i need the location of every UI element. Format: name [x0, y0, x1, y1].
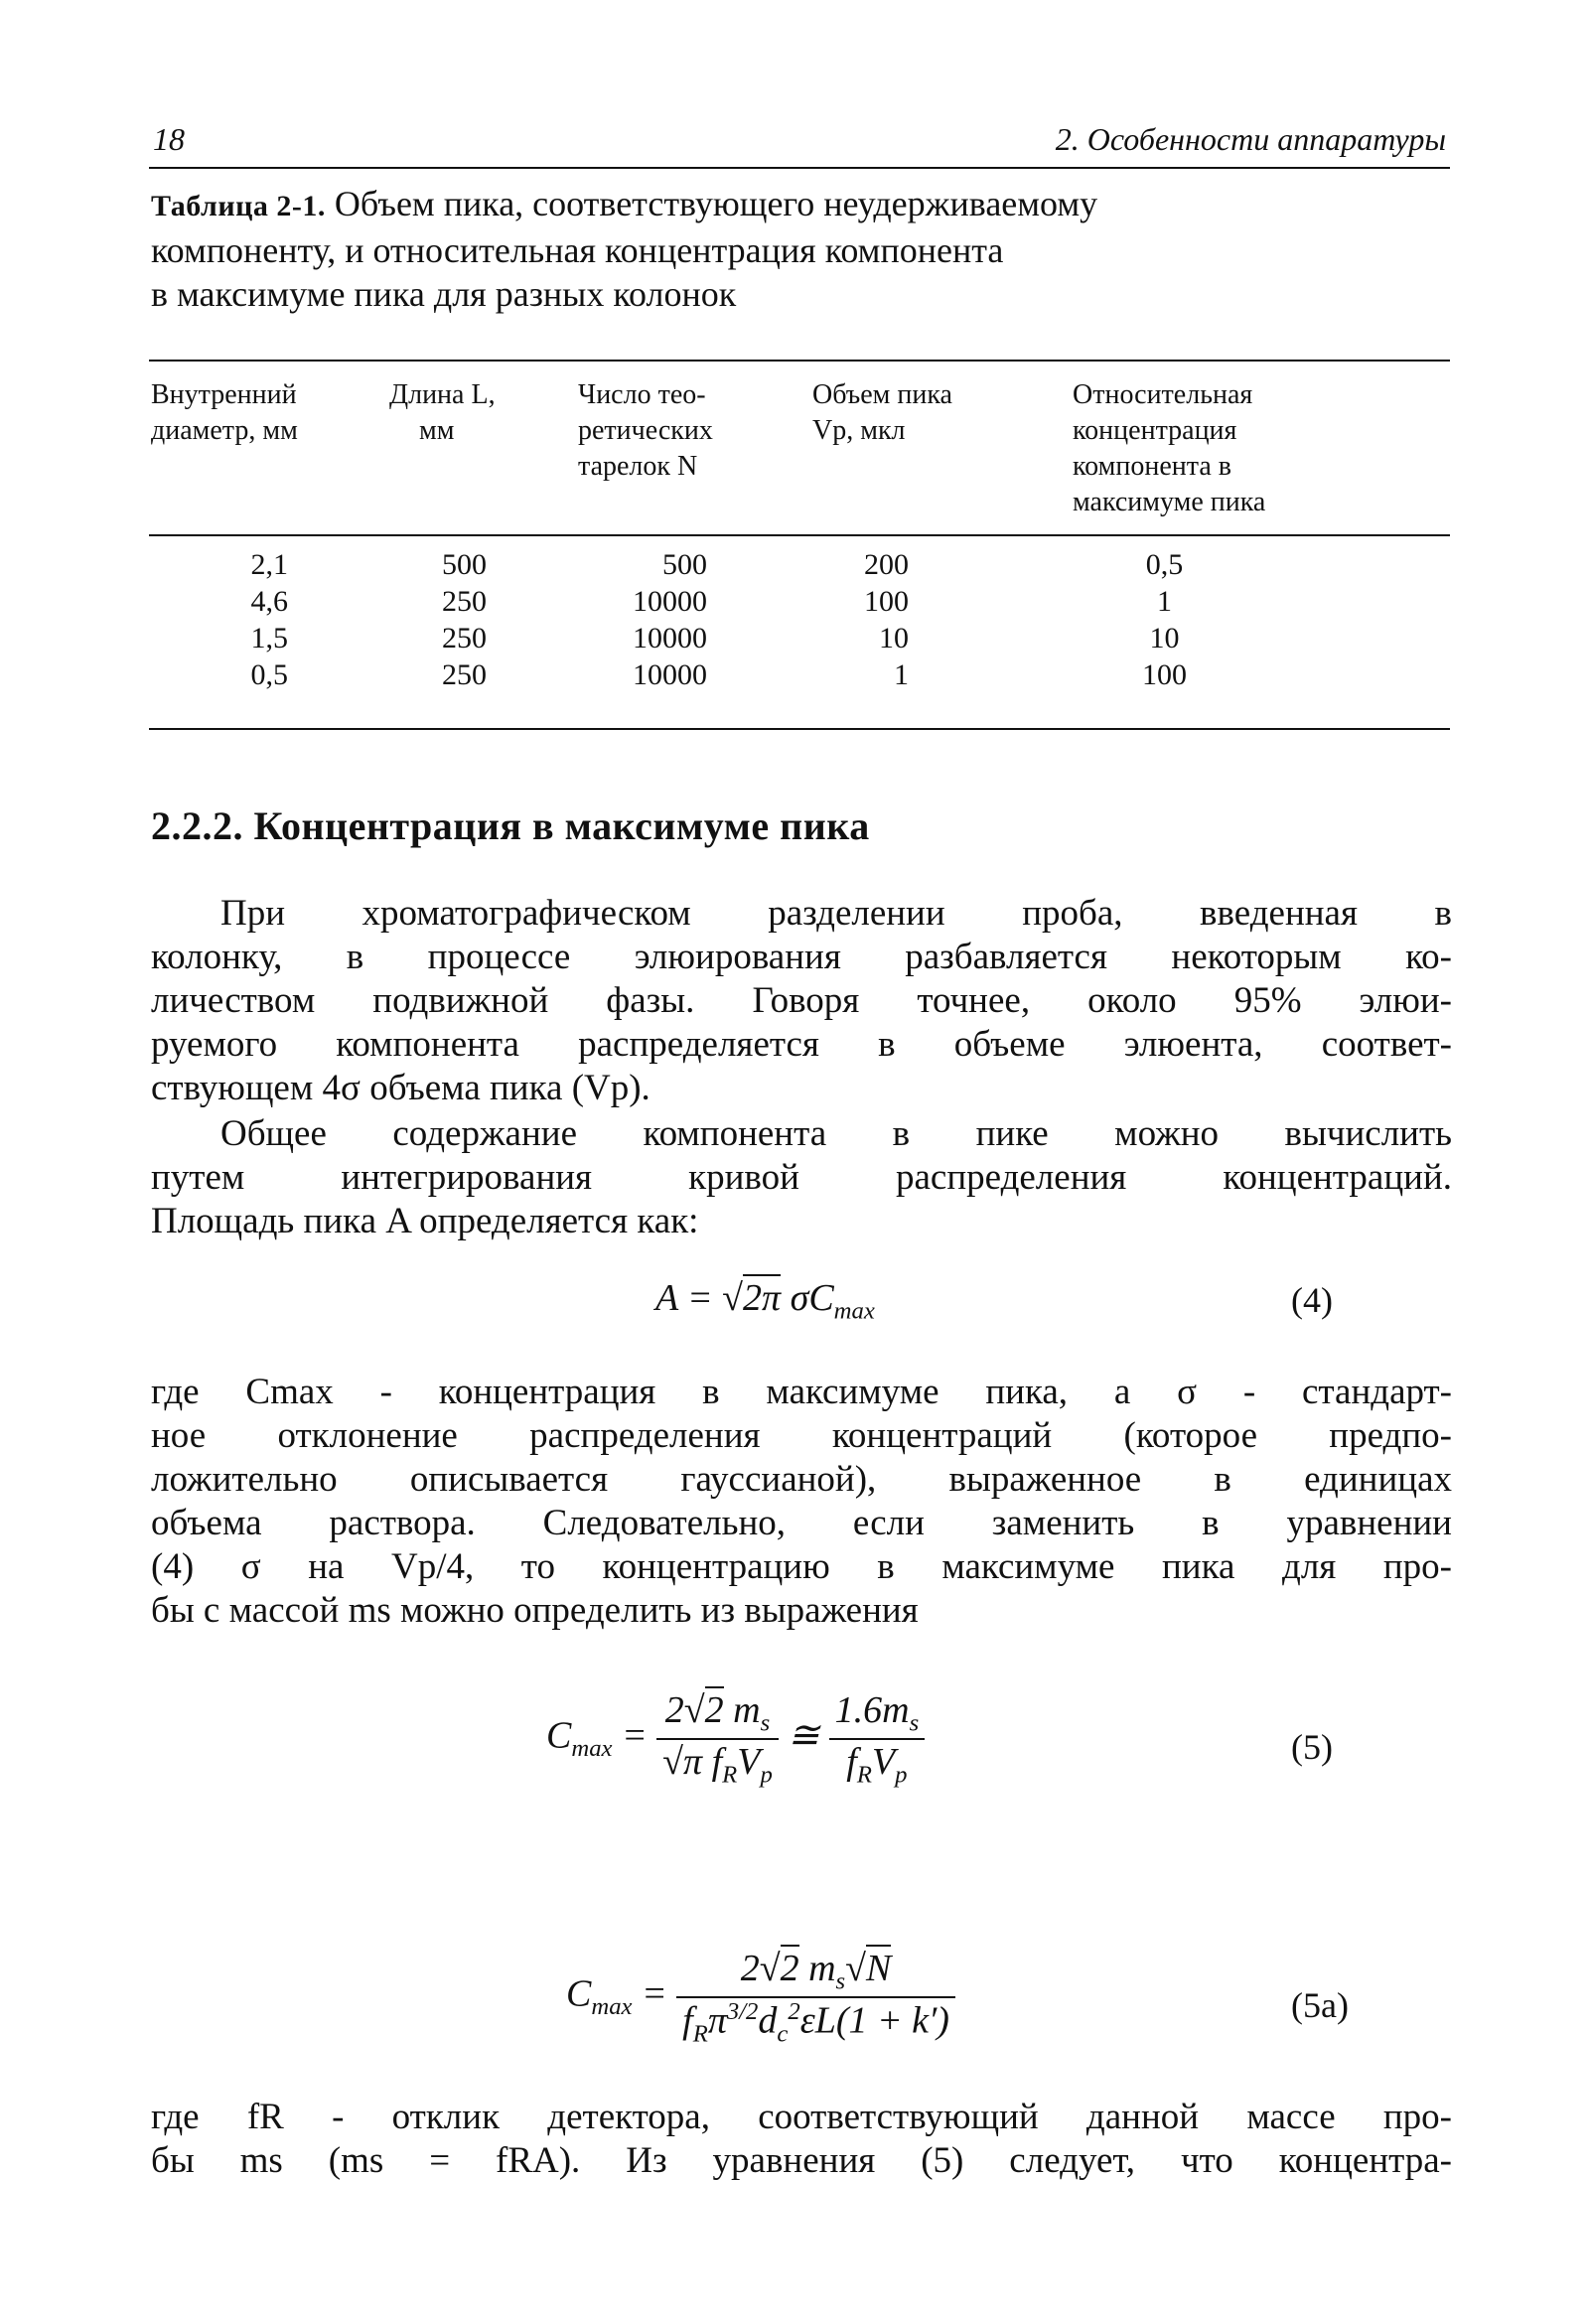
table-cell: 0,5 [250, 658, 288, 691]
table-top-rule [149, 360, 1450, 362]
equation-5a-number: (5a) [1291, 1985, 1349, 2025]
table-cell: 10000 [633, 658, 707, 691]
caption-line-2: компоненту, и относительная концентрация компонента [151, 230, 1004, 270]
paragraph-3: где Cmax - концентрация в максимуме пика, а σ - стандарт- ное отклонение распределения концентраций (которое предпо- ложительно описывается гауссианой), выраженное в единицах объема раствора. Следовательно, если заменить в уравнении (4) σ на Vp/4, то концентрацию в максимуме пика для про- бы с массой ms можно определить из выражения [151, 1372, 1452, 1631]
approx-coefficient: 1.6 [834, 1689, 883, 1731]
table-cell: 10000 [633, 622, 707, 654]
chapter-title: 2. Особенности аппаратуры [1055, 121, 1446, 157]
table-cell: 250 [442, 658, 487, 691]
column-relative-concentration [1102, 546, 1227, 693]
section-title: 2.2.2. Концентрация в максимуме пика [151, 803, 870, 848]
table-bottom-rule [149, 728, 1450, 730]
column-volume [814, 546, 909, 693]
table-cell: 250 [442, 585, 487, 618]
table-header-rule [149, 534, 1450, 536]
table-cell: 1 [894, 658, 909, 691]
header-relative-concentration: Относительная концентрация компонента в максимуме пика [1073, 379, 1266, 517]
equation-5a: $C_{max}$ = $\frac{2√2 m_s√N}{f_R\pi^{3/2}d_c^2\varepsilon L(1 + k')}$ [566, 1947, 955, 2048]
table-cell: 10000 [633, 585, 707, 618]
equation-4: A = √2π $\sigma C_{max}$ [655, 1276, 875, 1326]
table-cell: 2,1 [250, 548, 288, 581]
table-cell: 500 [442, 548, 487, 581]
paragraph-4: где fR - отклик детектора, соответствующий данной массе про- бы ms (ms = fRA). Из уравнения (5) следует, что концентра- [151, 2097, 1452, 2181]
column-plates [596, 546, 707, 693]
table-cell: 100 [1142, 658, 1187, 691]
paragraph-2: Общее содержание компонента в пике можно вычислить путем интегрирования кривой распределения концентраций. Площадь пика A определяется как: [151, 1113, 1452, 1241]
equation-5-number: (5) [1291, 1727, 1333, 1767]
table-caption [151, 182, 1442, 316]
caption-line-1: Объем пика, соответствующего неудерживаемому [325, 184, 1098, 223]
page-number: 18 [153, 121, 185, 157]
table-cell: 200 [864, 548, 909, 581]
column-diameter [199, 546, 288, 693]
table-cell: 0,5 [1145, 548, 1184, 581]
running-header [149, 117, 1450, 169]
column-length [397, 546, 487, 693]
paragraph-1: При хроматографическом разделении проба, введенная в колонку, в процессе элюирования разбавляется некоторым ко- личеством подвижной фазы. Говоря точнее, около 95% элюи- руемого компонента распределяется в объеме элюента, соответ- ствующем 4σ объема пика (Vp). [151, 893, 1452, 1108]
table-label: Таблица 2-1. [151, 190, 326, 222]
table-cell: 500 [662, 548, 707, 581]
table-cell: 250 [442, 622, 487, 654]
table-cell: 1 [1157, 585, 1172, 618]
table-cell: 10 [1149, 622, 1180, 654]
header-length: Длина L, мм [389, 379, 496, 446]
equation-5: $C_{max}$ = $\frac{2√2 m_s}{√\pi f_RV_p}$ ≅ $\frac{1.6m_s}{f_RV_p}$ [546, 1688, 925, 1789]
equation-4-number: (4) [1291, 1280, 1333, 1320]
header-diameter: Внутренний диаметр, мм [151, 379, 298, 446]
table-cell: 10 [879, 622, 909, 654]
table-cell: 4,6 [250, 585, 288, 618]
caption-line-3: в максимуме пика для разных колонок [151, 274, 737, 314]
table-cell: 1,5 [250, 622, 288, 654]
table-cell: 100 [864, 585, 909, 618]
header-volume: Объем пика Vp, мкл [812, 379, 952, 446]
header-plates: Число тео- ретических тарелок N [578, 379, 713, 482]
